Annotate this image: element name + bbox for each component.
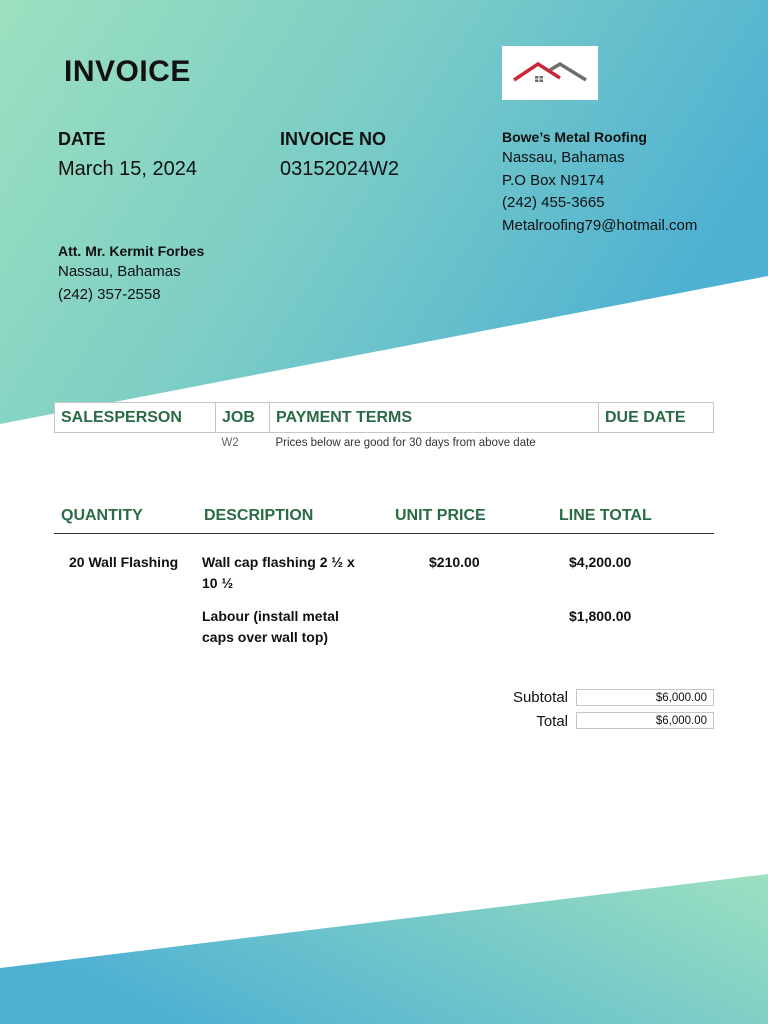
salesperson-header: SALESPERSON xyxy=(55,403,216,433)
item-1-line-total: $4,200.00 xyxy=(569,554,632,570)
subtotal-value: $6,000.00 xyxy=(576,689,714,706)
invoice-number-label: INVOICE NO xyxy=(280,129,387,149)
payment-terms-header: PAYMENT TERMS xyxy=(270,403,599,433)
description-header: DESCRIPTION xyxy=(204,507,314,524)
quantity-header: QUANTITY xyxy=(61,507,143,524)
company-city: Nassau, Bahamas xyxy=(502,149,625,166)
item-2-description xyxy=(202,606,339,648)
house-roof-icon xyxy=(502,46,598,100)
payment-terms-cell: Prices below are good for 30 days from above date xyxy=(275,437,536,449)
date-label: DATE xyxy=(58,129,106,149)
subtotal-label: Subtotal xyxy=(512,689,568,706)
item-1-unit-price: $210.00 xyxy=(429,554,480,570)
total-label: Total xyxy=(536,713,568,730)
salesperson-cell xyxy=(55,433,216,454)
item-2-line-total: $1,800.00 xyxy=(569,608,632,624)
job-header: JOB xyxy=(216,403,270,433)
unit-price-header: UNIT PRICE xyxy=(395,507,486,524)
item-1-quantity: 20 Wall Flashing xyxy=(69,554,179,570)
company-info xyxy=(502,127,697,237)
company-logo xyxy=(502,46,598,100)
customer-phone: (242) 357-2558 xyxy=(58,285,161,303)
due-date-header: DUE DATE xyxy=(599,403,714,433)
invoice-number-value: 03152024W2 xyxy=(280,158,399,180)
customer-info xyxy=(58,241,204,306)
item-1-description-line-1: Wall cap flashing 2 ½ x xyxy=(202,554,355,570)
due-date-cell xyxy=(599,433,714,454)
item-1-description-line-2: 10 ½ xyxy=(202,575,234,591)
item-2-description-line-1: Labour (install metal xyxy=(202,608,339,624)
customer-city: Nassau, Bahamas xyxy=(58,263,181,280)
item-1-description xyxy=(202,552,355,594)
company-phone: (242) 455-3665 xyxy=(502,194,605,211)
invoice-title: INVOICE xyxy=(64,55,191,88)
company-email: Metalroofing79@hotmail.com xyxy=(502,216,698,234)
bottom-gradient-band xyxy=(0,874,768,1024)
total-value: $6,000.00 xyxy=(576,712,714,729)
job-terms-header-row xyxy=(55,403,714,433)
job-terms-row xyxy=(55,433,714,454)
line-total-header: LINE TOTAL xyxy=(559,507,652,524)
company-po-box: P.O Box N9174 xyxy=(502,171,605,189)
date-value: March 15, 2024 xyxy=(58,158,197,180)
company-name: Bowe’s Metal Roofing xyxy=(502,129,647,145)
item-2-description-line-2: caps over wall top) xyxy=(202,629,329,645)
job-terms-table xyxy=(54,402,714,453)
job-cell: W2 xyxy=(221,437,239,449)
items-header-row xyxy=(54,506,714,534)
customer-attention: Att. Mr. Kermit Forbes xyxy=(58,243,205,259)
